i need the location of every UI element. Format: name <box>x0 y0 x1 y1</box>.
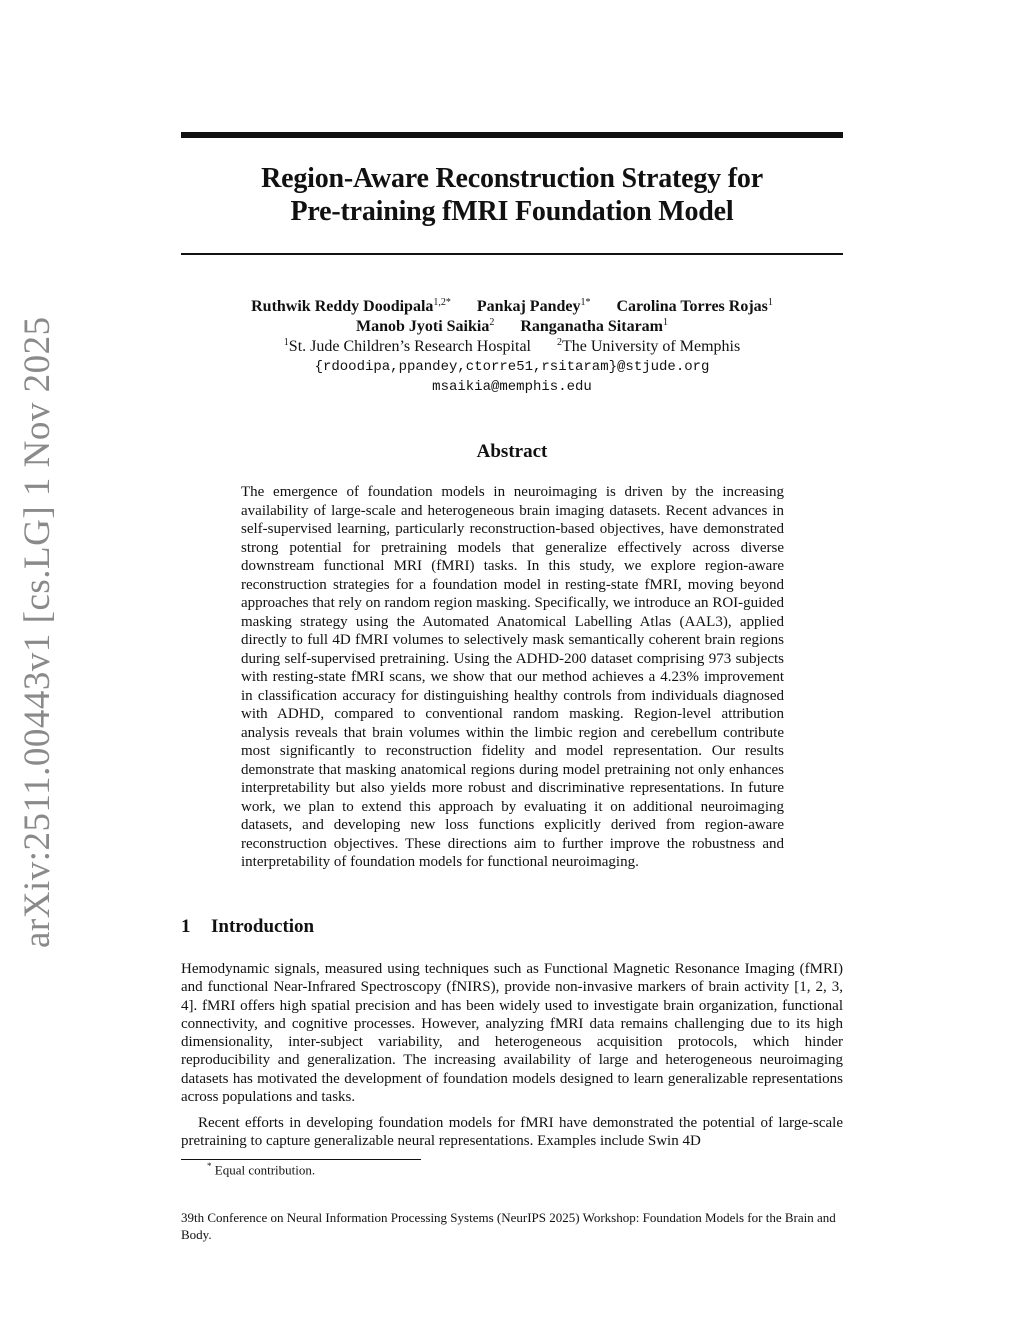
affiliation-line <box>181 337 843 357</box>
arxiv-stamp: arXiv:2511.00443v1 [cs.LG] 1 Nov 2025 <box>17 316 58 948</box>
author-block <box>181 297 843 397</box>
author-affiliation-mark: 2 <box>489 317 495 328</box>
paper-title <box>181 162 843 228</box>
footnote-mark: * <box>207 1161 212 1171</box>
title-line-1: Region-Aware Reconstruction Strategy for <box>261 163 763 194</box>
author-name: Manob Jyoti Saikia <box>355 318 490 335</box>
author-name: Ranganatha Sitaram <box>520 318 664 335</box>
section-number: 1 <box>181 916 191 937</box>
author-name: Pankaj Pandey <box>476 298 581 315</box>
author-name: Carolina Torres Rojas <box>616 298 768 315</box>
affiliation-name: The University of Memphis <box>561 338 741 355</box>
footnote-text: Equal contribution. <box>214 1162 316 1178</box>
email-line[interactable]: msaikia@memphis.edu <box>432 379 592 395</box>
email-line[interactable]: {rdoodipa,ppandey,ctorre51,rsitaram}@stjude.org <box>314 359 710 375</box>
footnote <box>207 1161 315 1178</box>
author-affiliation-mark: 1,2* <box>433 297 451 308</box>
section-heading <box>181 916 314 938</box>
footnote-rule <box>181 1159 421 1160</box>
section-title: Introduction <box>211 916 315 937</box>
author-line-2 <box>181 317 843 337</box>
author-affiliation-mark: 1 <box>767 297 773 308</box>
abstract-heading: Abstract <box>476 441 548 462</box>
author-line-1 <box>181 297 843 317</box>
title-top-rule <box>181 132 843 138</box>
intro-paragraph: Hemodynamic signals, measured using techniques such as Functional Magnetic Resonance Imaging (fMRI) and functional Near-Infrared Spectroscopy (fNIRS), provide non-invasive markers of brain activity [1, 2, 3, 4]. fMRI offers high spatial precision and has been widely used to investigate brain organization, functional connectivity, and cognitive processes. However, analyzing fMRI data remains challenging due to its high dimensionality, inter-subject variability, and heterogeneous acquisition protocols, which hinder reproducibility and generalization. The increasing availability of large and heterogeneous neuroimaging datasets has motivated the development of foundation models designed to learn generalizable representations across populations and tasks. <box>181 961 843 1106</box>
author-affiliation-mark: 1 <box>663 317 669 328</box>
affiliation-mark: 1 <box>283 337 289 348</box>
affiliation-name: St. Jude Children’s Research Hospital <box>288 338 531 355</box>
author-affiliation-mark: 1* <box>580 297 591 308</box>
title-bottom-rule <box>181 253 843 255</box>
abstract-text: The emergence of foundation models in neuroimaging is driven by the increasing availability of large-scale and heterogeneous brain imaging datasets. Recent advances in self-supervised learning, particularly reconstruction-based objectives, have demonstrated strong potential for pretraining models that generalize effectively across diverse downstream functional MRI (fMRI) tasks. In this study, we explore region-aware reconstruction strategies for a foundation model in resting-state fMRI, moving beyond approaches that rely on random region masking. Specifically, we introduce an ROI-guided masking strategy using the Automated Anatomical Labelling Atlas (AAL3), applied directly to full 4D fMRI volumes to selectively mask semantically coherent brain regions during self-supervised pretraining. Using the ADHD-200 dataset comprising 973 subjects with resting-state fMRI scans, we show that our method achieves a 4.23% improvement in classification accuracy for distinguishing healthy controls from individuals diagnosed with ADHD, compared to conventional random masking. Region-level attribution analysis reveals that brain volumes within the limbic region and cerebellum contribute most significantly to reconstruction fidelity and model representation. Our results demonstrate that masking anatomical regions during model pretraining not only enhances interpretability but also yields more robust and discriminative representations. In future work, we plan to extend this approach by evaluating it on additional neuroimaging datasets, and developing new loss functions explicitly derived from region-aware reconstruction objectives. These directions aim to further improve the robustness and interpretability of foundation models for functional neuroimaging. <box>241 484 784 870</box>
venue-note: 39th Conference on Neural Information Processing Systems (NeurIPS 2025) Workshop: Foundation Models for the Brain and Body. <box>181 1210 836 1242</box>
affiliation-mark: 2 <box>556 337 562 348</box>
intro-paragraph: Recent efforts in developing foundation models for fMRI have demonstrated the potential of large-scale pretraining to capture generalizable neural representations. Examples include Swin 4D <box>181 1115 843 1150</box>
author-name: Ruthwik Reddy Doodipala <box>251 298 434 315</box>
title-line-2: Pre-training fMRI Foundation Model <box>290 196 734 227</box>
